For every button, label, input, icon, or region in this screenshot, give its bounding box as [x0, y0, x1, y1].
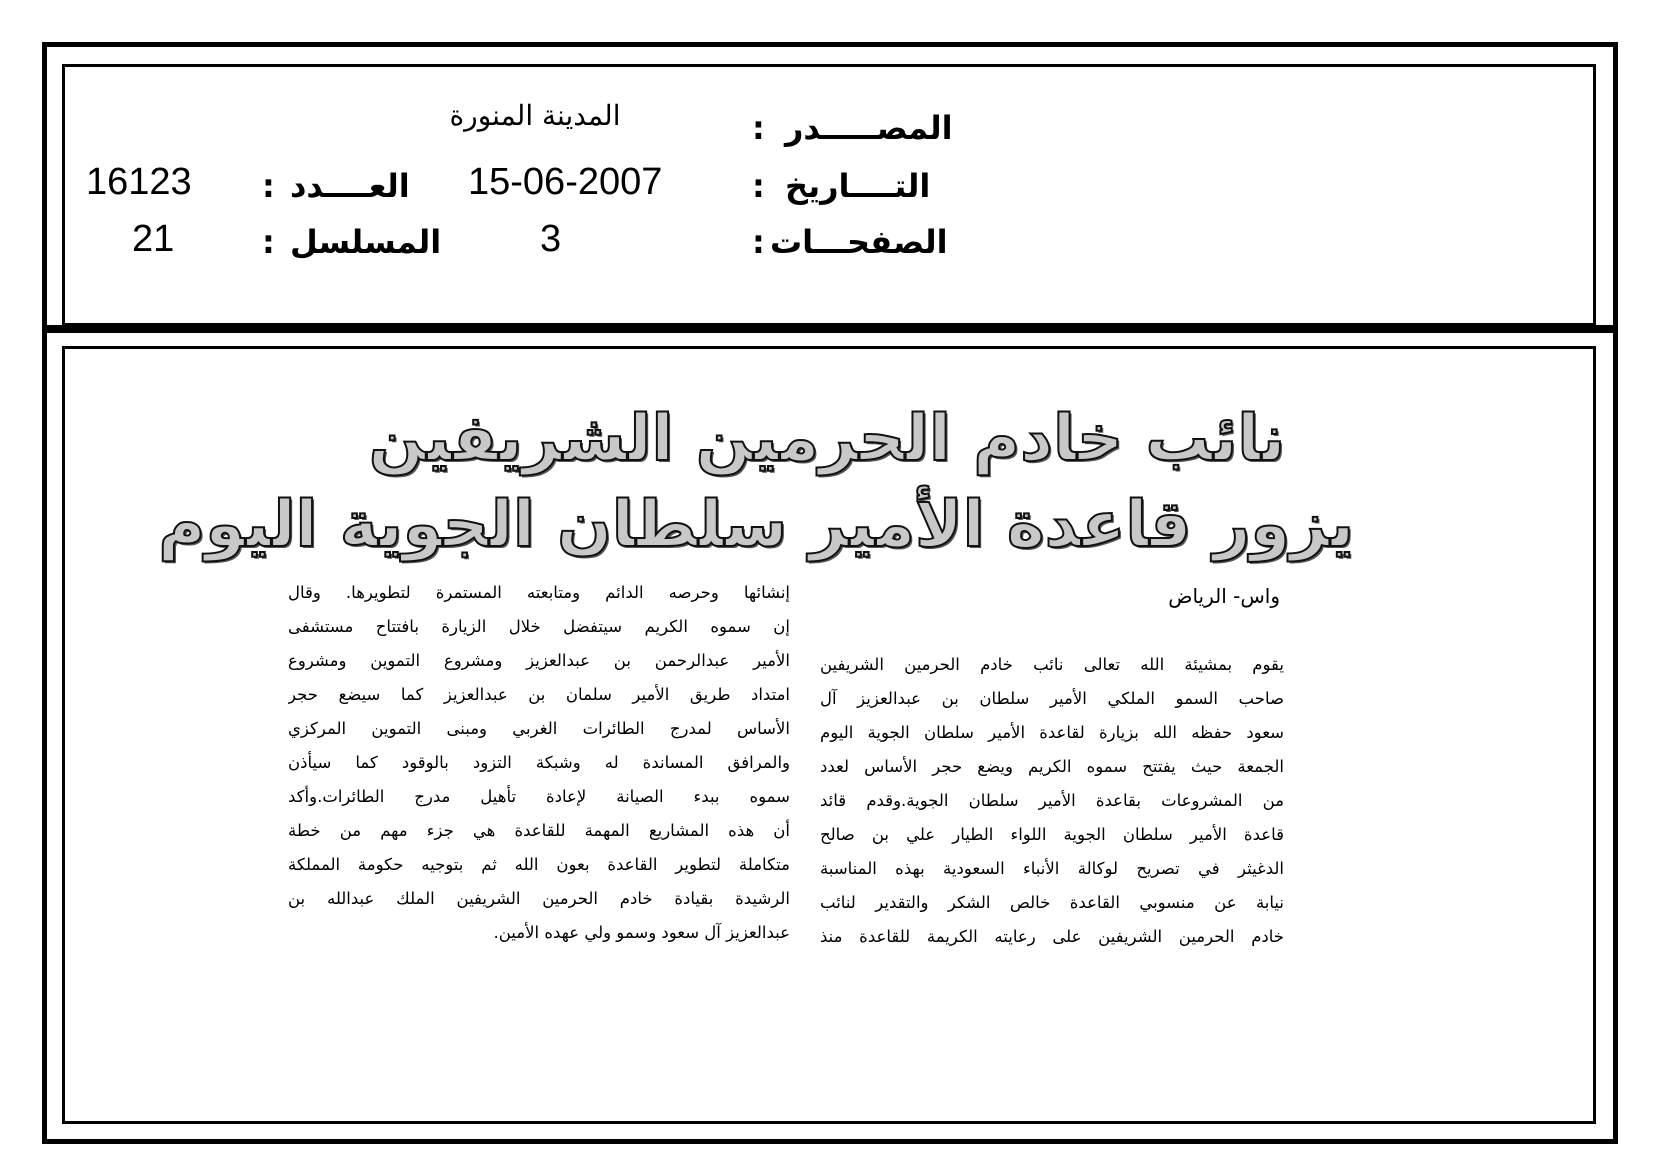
- article-column-right: [820, 648, 1284, 954]
- serial-value: 21: [132, 218, 175, 260]
- date-label: التــــاريخ: [785, 167, 931, 205]
- article-line: متكاملة لتطوير القاعدة بعون الله ثم بتوجيه حكومة المملكة: [288, 855, 790, 874]
- article-line: إنشائها وحرصه الدائم ومتابعته المستمرة لتطويرها. وقال: [288, 583, 790, 602]
- article-line: الدغيثر في تصريح لوكالة الأنباء السعودية بهذه المناسبة: [820, 859, 1284, 878]
- article-column-left: [288, 576, 790, 950]
- article-line: سعود حفظه الله بزيارة لقاعدة الأمير سلطان الجوية اليوم: [820, 723, 1284, 742]
- separator-line: [42, 325, 1618, 333]
- date-colon: :: [752, 167, 765, 205]
- article-line: والمرافق المساندة له وشبكة التزود بالوقود كما سيأذن: [288, 753, 790, 772]
- article-line: الجمعة حيث يفتتح سموه الكريم ويضع حجر الأساس لعدد: [820, 757, 1284, 776]
- article-line: خادم الحرمين الشريفين على رعايته الكريمة للقاعدة منذ: [820, 927, 1284, 946]
- pages-colon: :: [752, 223, 765, 261]
- article-line: الرشيدة بقيادة خادم الحرمين الشريفين الملك عبدالله بن: [288, 889, 790, 908]
- issue-colon: :: [262, 167, 275, 205]
- article-line: صاحب السمو الملكي الأمير سلطان بن عبدالعزيز آل: [820, 689, 1284, 708]
- source-value: المدينة المنورة: [449, 99, 621, 132]
- headline-line-2: يزور قاعدة الأمير سلطان الجوية اليوم: [158, 488, 1354, 562]
- date-value: 15-06-2007: [468, 161, 663, 203]
- source-label: المصـــــدر: [785, 109, 953, 147]
- pages-value: 3: [540, 218, 562, 260]
- article-line: قاعدة الأمير سلطان الجوية اللواء الطيار علي بن صالح: [820, 825, 1284, 844]
- article-line: الأساس لمدرج الطائرات الغربي ومبنى التموين المركزي: [288, 719, 790, 738]
- article-line: سموه ببدء الصيانة لإعادة تأهيل مدرج الطائرات.وأكد: [288, 787, 790, 806]
- article-line: يقوم بمشيئة الله تعالى نائب خادم الحرمين الشريفين: [820, 655, 1284, 674]
- article-line: الأمير عبدالرحمن بن عبدالعزيز ومشروع التموين ومشروع: [288, 651, 790, 670]
- headline-line-1: نائب خادم الحرمين الشريفين: [368, 402, 1286, 476]
- article-line: أن هذه المشاريع المهمة للقاعدة هي جزء مهم من خطة: [288, 821, 790, 840]
- article-line: امتداد طريق الأمير سلمان بن عبدالعزيز كما سيضع حجر: [288, 685, 790, 704]
- issue-value: 16123: [86, 161, 192, 203]
- dateline: واس- الرياض: [1168, 584, 1280, 608]
- article-line: عبدالعزيز آل سعود وسمو ولي عهده الأمين.: [493, 923, 790, 942]
- serial-colon: :: [262, 223, 275, 261]
- issue-label: العــــدد: [290, 167, 410, 205]
- article-line: من المشروعات بقاعدة الأمير سلطان الجوية.وقدم قائد: [820, 791, 1284, 810]
- source-colon: :: [752, 109, 765, 147]
- article-line: نيابة عن منسوبي القاعدة خالص الشكر والتقدير لنائب: [820, 893, 1284, 912]
- serial-label: المسلسل: [290, 223, 442, 261]
- article-line: إن سموه الكريم سيتفضل خلال الزيارة بافتتاح مستشفى: [288, 617, 790, 636]
- pages-label: الصفحـــات: [770, 223, 948, 261]
